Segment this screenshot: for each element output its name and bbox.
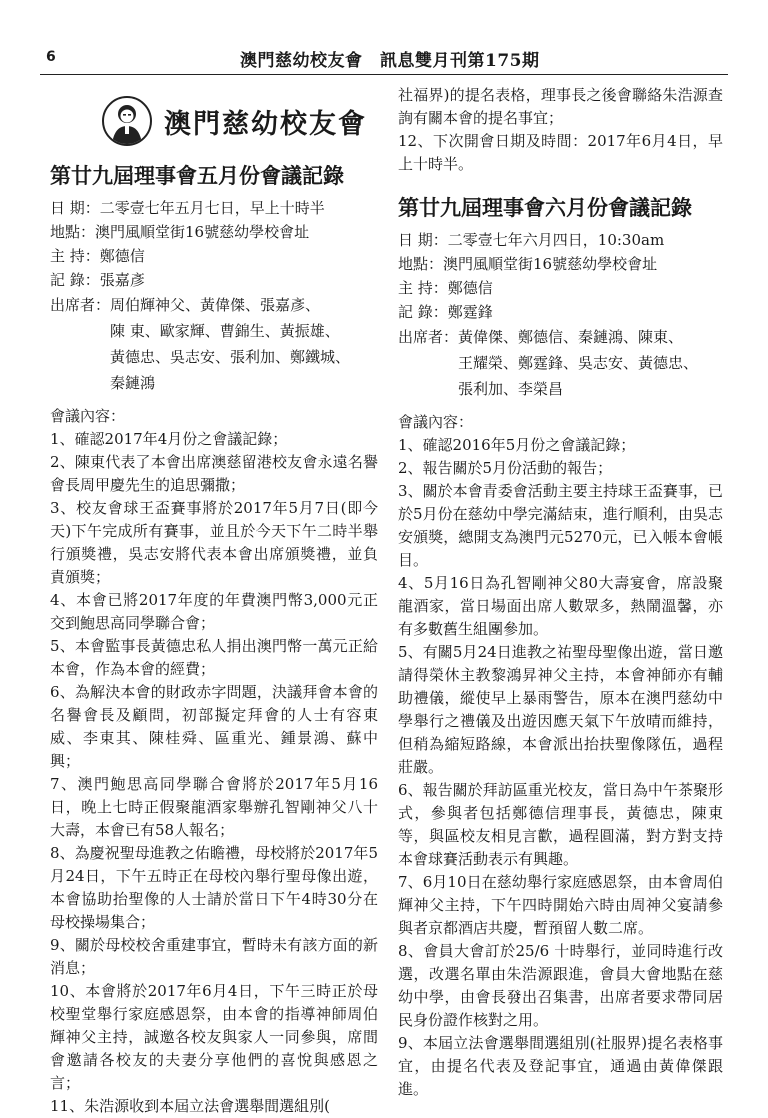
agenda-item: 8、會員大會訂於25/6 十時舉行，並同時進行改選，改選名單由朱浩源跟進，會員大會地點在慈幼中學，由會長發出召集書，出席者要求帶同居民身份證作核對之用。 xyxy=(398,942,723,1029)
founder-portrait-icon xyxy=(102,96,152,146)
june-meeting-chair: 主 持：鄭德信 xyxy=(398,279,493,297)
june-attendees-label: 出席者： xyxy=(398,328,459,346)
june-content-label: 會議內容： xyxy=(398,413,474,431)
agenda-item: 5、本會監事長黃德忠私人捐出澳門幣一萬元正給本會，作為本會的經費； xyxy=(50,637,378,678)
may-meeting-date: 日 期：二零壹七年五月七日，早上十時半 xyxy=(50,199,325,217)
june-meeting-date: 日 期：二零壹七年六月四日，10:30am xyxy=(398,231,665,249)
may-meeting-title: 第廿九屆理事會五月份會議記錄 xyxy=(50,164,344,188)
agenda-item: 1、確認2017年4月份之會議記錄； xyxy=(50,430,288,448)
attendee-line: 王耀榮、鄭霆鋒、吳志安、黃德忠、 xyxy=(458,354,699,372)
may-attendees-block xyxy=(50,292,378,396)
may-attendees-label: 出席者： xyxy=(50,296,111,314)
attendee-line: 張利加、李榮昌 xyxy=(458,380,564,398)
newsletter-header-title: 澳門慈幼校友會 訊息雙月刊第175期 xyxy=(240,51,540,71)
may-meeting-recorder: 記 錄：張嘉彥 xyxy=(50,271,145,289)
june-attendees-block xyxy=(398,324,723,402)
agenda-item: 7、澳門鮑思高同學聯合會將於2017年5月16日，晚上七時正假聚龍酒家舉辦孔智剛神父八十大壽，本會已有58人報名； xyxy=(50,775,378,839)
agenda-item: 6、為解決本會的財政赤字問題，決議拜會本會的名譽會長及顧問，初部擬定拜會的人士有容東威、李東其、陳桂舜、區重光、鍾景鴻、蘇中興； xyxy=(50,683,378,770)
right-column xyxy=(398,84,723,1101)
attendee-line: 秦鏈鴻 xyxy=(110,374,156,392)
left-column xyxy=(50,84,378,1118)
agenda-item: 6、報告關於拜訪區重光校友，當日為中午茶聚形式，參與者包括鄭德信理事長，黃德忠，陳東等，與區校友相見言歡，過程圓滿，對方對支持本會球賽活動表示有興趣。 xyxy=(398,781,723,868)
may-attendees-list xyxy=(110,292,378,396)
agenda-item-continued: 11、朱浩源收到本屆立法會選舉間選組別( xyxy=(50,1097,330,1115)
may-meeting-location: 地點：澳門風順堂街16號慈幼學校會址 xyxy=(50,223,310,241)
agenda-item: 9、本屆立法會選舉間選組別(社服界)提名表格事宜，由提名代表及登記事宜，通過由黃偉傑跟進。 xyxy=(398,1034,723,1098)
agenda-item: 4、5月16日為孔智剛神父80大壽宴會，席設聚龍酒家，當日場面出席人數眾多，熱鬧溫馨，亦有多數舊生組團參加。 xyxy=(398,574,723,638)
org-logo-block xyxy=(102,84,378,158)
attendee-line: 黃偉傑、鄭德信、秦鏈鴻、陳東、 xyxy=(458,328,684,346)
agenda-item: 12、下次開會日期及時間：2017年6月4日，早上十時半。 xyxy=(398,132,723,173)
agenda-item: 1、確認2016年5月份之會議記錄； xyxy=(398,436,636,454)
june-meeting-title: 第廿九屆理事會六月份會議記錄 xyxy=(398,196,692,220)
agenda-item-continuation: 社福界)的提名表格，理事長之後會聯絡朱浩源查詢有關本會的提名事宜； xyxy=(398,86,723,127)
june-meeting-recorder: 記 錄：鄭霆鋒 xyxy=(398,303,493,321)
agenda-item: 9、關於母校校舍重建事宜，暫時未有該方面的新消息； xyxy=(50,936,378,977)
may-content-label: 會議內容： xyxy=(50,407,126,425)
june-attendees-list xyxy=(458,324,723,402)
agenda-item: 3、關於本會青委會活動主要主持球王盃賽事，已於5月份在慈幼中學完滿結束，進行順利，由吳志安頒獎，總開支為澳門元5270元，已入帳本會帳目。 xyxy=(398,482,723,569)
agenda-item: 4、本會已將2017年度的年費澳門幣3,000元正交到鮑思高同學聯合會； xyxy=(50,591,378,632)
agenda-item: 10、本會將於2017年6月4日，下午三時正於母校聖堂舉行家庭感恩祭，由本會的指導神師周伯輝神父主持，誠邀各校友與家人一同參與，席間會邀請各校友的夫妻分享他們的喜悅與感恩之言； xyxy=(50,982,378,1092)
agenda-item: 2、報告關於5月份活動的報告； xyxy=(398,459,613,477)
agenda-item: 3、校友會球王盃賽事將於2017年5月7日(即今天)下午完成所有賽事，並且於今天下午二時半舉行頒獎禮，吳志安將代表本會出席頒獎禮，並負責頒獎； xyxy=(50,499,378,586)
agenda-item: 8、為慶祝聖母進教之佑瞻禮，母校將於2017年5月24日，下午五時正在母校內舉行聖母像出遊，本會協助抬聖像的人士請於當日下午4時30分在母校操場集合； xyxy=(50,844,378,931)
page-number: 6 xyxy=(46,49,56,65)
agenda-item: 5、有關5月24日進教之祐聖母聖像出遊，當日邀請得榮休主教黎鴻昇神父主持，本會神師亦有輔助禮儀，縱使早上暴雨警告，原本在澳門慈幼中學舉行之禮儀及出遊因應天氣下午放晴而維持，但稍為縮短路線，本會派出抬扶聖像隊伍，過程莊嚴。 xyxy=(398,643,723,776)
agenda-item: 7、6月10日在慈幼舉行家庭感恩祭，由本會周伯輝神父主持，下午四時開始六時由周神父宴請參與者京都酒店共慶，暫預留人數二席。 xyxy=(398,873,723,937)
org-name-calligraphy: 澳門慈幼校友會 xyxy=(164,108,367,140)
may-meeting-chair: 主 持：鄭德信 xyxy=(50,247,145,265)
header-divider xyxy=(40,74,728,75)
attendee-line: 黃德忠、吳志安、張利加、鄭鐵城、 xyxy=(110,348,351,366)
attendee-line: 周伯輝神父、黃偉傑、張嘉彥、 xyxy=(110,296,321,314)
june-meeting-location: 地點：澳門風順堂街16號慈幼學校會址 xyxy=(398,255,658,273)
agenda-item: 2、陳東代表了本會出席澳慈留港校友會永遠名譽會長周甲慶先生的追思彌撒； xyxy=(50,453,378,494)
attendee-line: 陳 東、歐家輝、曹錦生、黃振雄、 xyxy=(110,322,340,340)
